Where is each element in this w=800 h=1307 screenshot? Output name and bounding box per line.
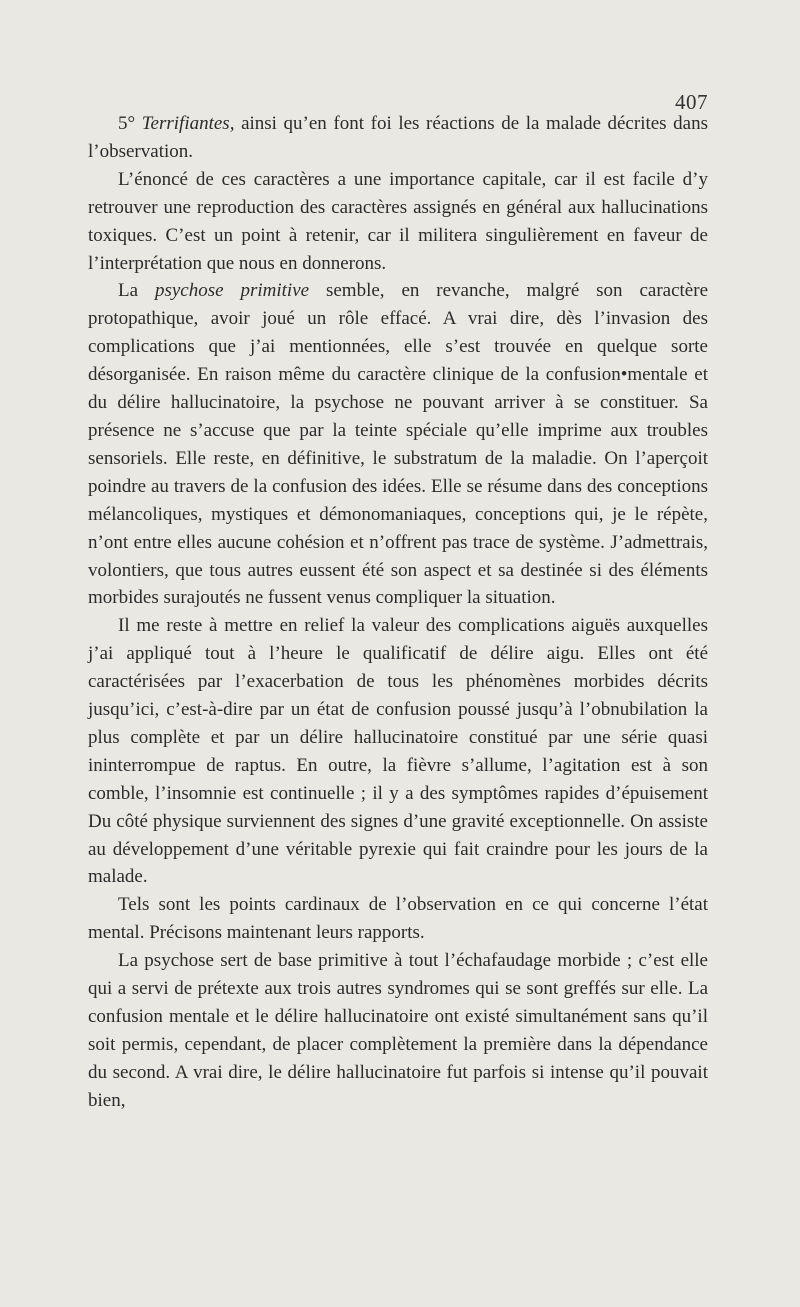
book-page [88, 0, 708, 1307]
paragraph-text: ainsi qu’en font foi les réactions de la malade décrites dans l’observation. [88, 113, 709, 162]
paragraph-lead: La [118, 280, 139, 302]
paragraph-3 [88, 277, 708, 612]
emphasis-text: Terrifiantes, [141, 113, 235, 134]
paragraph-6: La psychose sert de base primitive à tout l’échafaudage morbide ; c’est elle qui a servi de prétexte aux trois autres syndromes qui se sont greffés sur elle. La confusion mentale et le délire hallucinatoire ont existé simultanément sans qu’il soit permis, cependant, de placer complètement la première dans la dépendance du second. A vrai dire, le délire hallucinatoire fut parfois si intense qu’il pouvait bien, [88, 950, 708, 1111]
page-number: 407 [675, 90, 708, 114]
list-marker: 5° [118, 113, 136, 134]
emphasis-text: psychose primitive [154, 280, 310, 302]
paragraph-5: Tels sont les points cardinaux de l’observation en ce qui concerne l’état mental. Précisons maintenant leurs rapports. [88, 894, 708, 944]
paragraph-1 [88, 110, 708, 166]
paragraph-2: L’énoncé de ces caractères a une importance capitale, car il est facile d’y retrouver une reproduction des caractères assignés en général aux hallucinations toxiques. C’est un point à retenir, car il militera singulièrement en faveur de l’interprétation que nous en donnerons. [88, 168, 708, 274]
body-text [88, 110, 708, 1115]
paragraph-text: semble, en revanche, malgré son caractère protopathique, avoir joué un rôle effacé. A vrai dire, dès l’invasion des complications que j’ai mentionnées, elle s’est trouvée en quelque sorte désorganisée. En raison même du caractère clinique de la confusion•mentale et du délire hallucinatoire, la psychose ne pouvant arriver à se constituer. Sa présence ne s’accuse que par la teinte spéciale qu’elle imprime aux troubles sensoriels. Elle reste, en définitive, le substratum de la maladie. On l’aperçoit poindre au travers de la confusion des idées. Elle se résume dans des conceptions mélancoliques, mystiques et démonomaniaques, conceptions qui, je le répète, n’ont entre elles aucune cohésion et n’offrent pas trace de système. J’admettrais, volontiers, que tous autres eussent été son aspect et sa destinée si des éléments morbides surajoutés ne fussent venus compliquer la situation. [88, 280, 708, 609]
paragraph-4: Il me reste à mettre en relief la valeur des complications aiguës auxquelles j’ai appliqué tout à l’heure le qualificatif de délire aigu. Elles ont été caractérisées par l’exacerbation de tous les phénomènes morbides décrits jusqu’ici, c’est-à-dire par un état de confusion poussé jusqu’à l’obnubilation la plus complète et par un délire hallucinatoire constitué par une série quasi ininterrompue de raptus. En outre, la fièvre s’allume, l’agitation est à son comble, l’insomnie est continuelle ; il y a des symptômes rapides d’épuisement Du côté physique surviennent des signes d’une gravité exceptionnelle. On assiste au développement d’une véritable pyrexie qui fait craindre pour les jours de la malade. [88, 615, 708, 888]
